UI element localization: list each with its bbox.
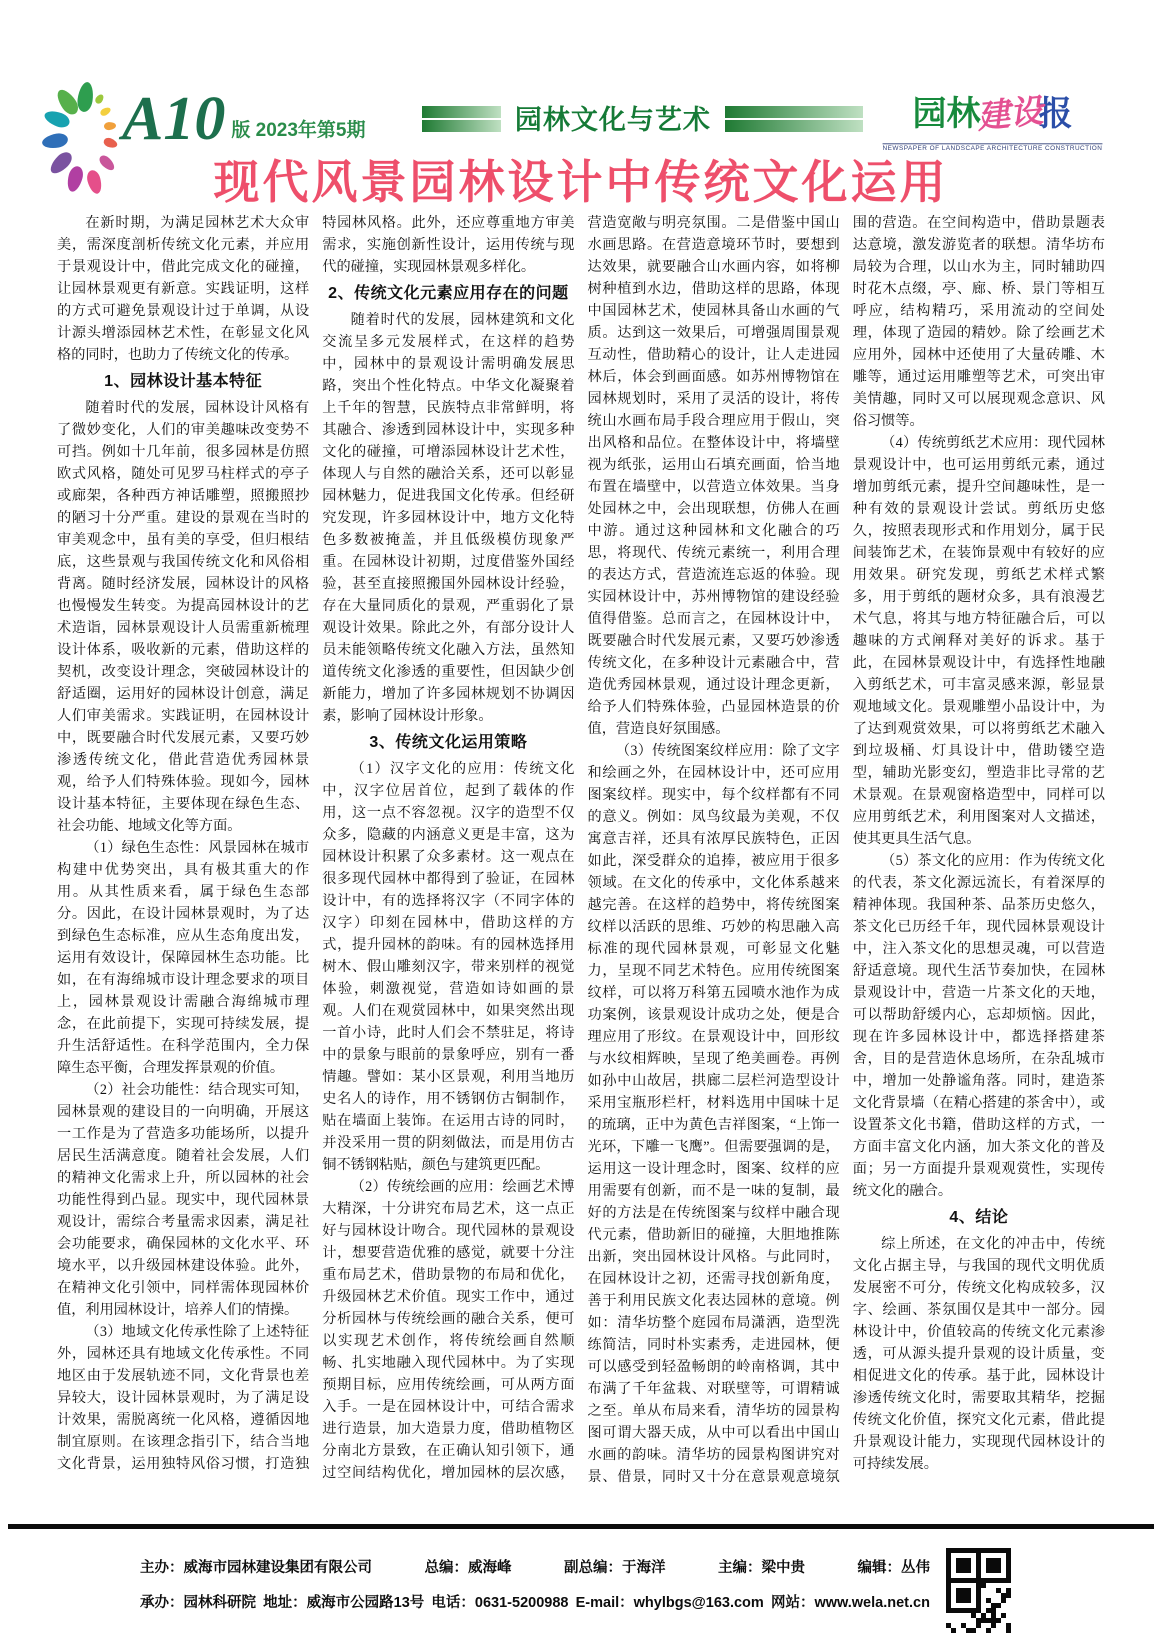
footer-row-2 bbox=[140, 1591, 930, 1612]
paper-name-part3: 报 bbox=[1038, 95, 1073, 133]
paragraph: 在新时期，为满足园林艺术大众审美，需深度剖析传统文化元素，并应用于景观设计中，借此完成文化的碰撞，让园林景观更有新意。实践证明，这样的方式可避免景观设计过于单调，从设计源头增添园林艺术性，在彰显文化风格的同时，也助力了传统文化的传承。 bbox=[57, 215, 310, 363]
footer-item: 主办：威海市园林建设集团有限公司 bbox=[140, 1560, 372, 1576]
qr-code-icon bbox=[946, 1548, 1011, 1633]
paragraph: （2）社会功能性：结合现实可知，园林景观的建设目的一向明确，开展这一工作是为了营造多功能场所，以提升居民生活满意度。随着社会发展，人们的精神文化需求上升，所以园林的社会功能性得到凸显。现实中，现代园林景观设计，需综合考量需求因素，满足社会功能要求，确保园林的文化水平、环境水平，以升级园林建设体验。此外，在精神文化引领中，同样需体现园林价值，利用园林设计，培养人们的情操。 bbox=[57, 1082, 310, 1318]
paper-name-part1: 园林 bbox=[912, 95, 981, 133]
footer-item: 承办：园林科研院 bbox=[140, 1595, 256, 1611]
footer-item: 地址：威海市公园路13号 bbox=[263, 1595, 425, 1611]
footer-item: 电话：0631-5200988 bbox=[431, 1595, 569, 1611]
paragraph: 随着时代的发展，园林设计风格有了微妙变化，人们的审美趣味改变势不可挡。例如十几年前，很多园林是仿照欧式风格，随处可见罗马柱样式的亭子或廊架，各种西方神话雕塑，照搬照抄的陋习十分严重。建设的景观在当时的审美观念中，虽有美的享受，但归根结底，这些景观与我国传统文化和风俗相背离。随时经济发展，园林设计的风格也慢慢发生转变。为提高园林设计的艺术造诣，园林景观设计人员需重新梳理设计体系，吸收新的元素，借助这样的契机，改变设计理念，突破园林设计的舒适圈，运用好的园林设计创意，满足人们审美需求。实践证明，在园林设计中，既要融合时代发展元素，又要巧妙渗透传统文化，借此营造优秀园林景观，给予人们特殊体验。现如今，园林设计基本特征，主要体现在绿色生态、社会功能、地域文化等方面。 bbox=[57, 400, 310, 834]
paragraph: （1）汉字文化的应用：传统文化中，汉字位居首位，起到了载体的作用，这一点不容忽视。汉字的造型不仅众多，隐藏的内涵意义更是丰富，这为园林设计积累了众多素材。这一观点在很多现代园林中都得到了验证，在园林设计中，有的选择将汉字（不同字体的汉字）印刻在园林中，借助这样的方式，提升园林的韵味。有的园林选择用树木、假山雕刻汉字，带来别样的视觉体验，刺激视觉，营造如诗如画的景观。人们在观赏园林中，如果突然出现一首小诗，此时人们会不禁驻足，将诗中的景象与眼前的景象呼应，别有一番情趣。譬如：某小区景观，利用当地历史名人的诗作，用不锈钢仿古铜制作，贴在墙面上装饰。在运用古诗的同时，并没采用一贯的阴刻做法，而是用仿古铜不锈钢粘贴，颜色与建筑更匹配。 bbox=[322, 761, 575, 1173]
edition-label: 版 2023年第5期 bbox=[231, 120, 366, 141]
article-body bbox=[57, 212, 1105, 1492]
paragraph: 随着时代的发展，园林建筑和文化交流呈多元发展样式，在这样的趋势中，园林中的景观设计需明确发展思路，突出个性化特点。中华文化凝聚着上千年的智慧，民族特点非常鲜明，将其融合、渗透到园林设计中，实现多种文化的碰撞，可增添园林设计艺术性，体现人与自然的融洽关系，还可以彰显园林魅力，促进我国文化传承。但经研究发现，许多园林设计中，地方文化特色多数被掩盖，并且低级模仿现象严重。在园林设计初期，过度借鉴外国经验，甚至直接照搬国外园林设计经验，存在大量同质化的景观，严重弱化了景观设计效果。除此之外，有部分设计人员未能领略传统文化融入方法，虽然知道传统文化渗透的重要性，但因缺少创新能力，增加了许多园林规划不协调因素，影响了园林设计形象。 bbox=[322, 312, 575, 724]
section-heading: 4、结论 bbox=[949, 1209, 1009, 1226]
paper-subtitle: NEWSPAPER OF LANDSCAPE ARCHITECTURE CONSTRUCTION bbox=[882, 145, 1103, 152]
paragraph: （4）传统剪纸艺术应用：现代园林景观设计中，也可运用剪纸元素，通过增加剪纸元素，提升空间趣味性，是一种有效的景观设计尝试。剪纸历史悠久，按照表现形式和作用划分，属于民间装饰艺术，在装饰景观中有较好的应用效果。研究发现，剪纸艺术样式繁多，用于剪纸的题材众多，具有浪漫艺术气息，将其与地方特征融合后，可以趣味的方式阐释对美好的诉求。基于此，在园林景观设计中，有选择性地融入剪纸艺术，可丰富灵感来源，彰显景观地域文化。景观雕塑小品设计中，为了达到观赏效果，可以将剪纸艺术融入到垃圾桶、灯具设计中，借助镂空造型，辅助光影变幻，塑造非比寻常的艺术景观。在景观窗格造型中，同样可以应用剪纸艺术，利用图案对人文描述，使其更具生活气息。 bbox=[852, 435, 1105, 847]
footer-infobox bbox=[140, 1556, 930, 1626]
green-bar-left bbox=[422, 106, 501, 132]
footer-row-1 bbox=[140, 1556, 930, 1577]
paragraph: （3）传统图案纹样应用：除了文字和绘画之外，在园林设计中，还可应用图案纹样。现实中，每个纹样都有不同的意义。例如：凤鸟纹最为美观，不仅寓意吉祥，还具有浓厚民族特色，正因如此，深受群众的追捧，被应用于很多领域。在文化的传承中，文化体系越来越完善。在这样的趋势中，将传统图案纹样以活跃的思维、巧妙的构思融入高标准的现代园林景观，可彰显文化魅力，呈现不同艺术特色。应用传统图案纹样，可以将万科第五园喷水池作为成功案例，该景观设计成功之处，便是合理应用了形纹。在景观设计中，回形纹与水纹相辉映，呈现了绝美画卷。再例如孙中山故居，拱廊二层栏河造型设计采用宝瓶形栏杆，材料选用中国味十足的琉璃，正中为黄色吉祥图案，“上饰一光环，下雕一飞鹰”。但需要强调的是，运用这一设计理念时，图案、纹样的应用需要有创新，而不是一味的复制，最好的方法是在传统图案与纹样中融合现代元素，借助新旧的碰撞，大胆地推陈出新，突出园林设计风格。与此同时，在园林设计之初，还需寻找创新角度，善于利用民族文化表达园林的意境。例如：清华坊整个庭园布局潇洒，造型洗练简洁，同时朴实素秀，走进园林，便可以感受到轻盈畅朗的岭南格调，其中布满了千年盆栽、对联壁等，可谓精诚之至。单从布局来看，清华坊的园景构图可谓大器天成，从中可以看出中国山水画的韵味。清华坊的园景构图讲究对景、借景，同时又十分在意景观意境氛围的营造。在空间构造中，借助景题表达意境，激发游览者的联想。清华坊布局较为合理，以山水为主，同时辅助四时花木点缀，亭、廊、桥、景门等相互呼应，结构精巧，采用流动的空间处理，体现了造园的精妙。除了绘画艺术应用外，园林中还使用了大量砖雕、木雕等，通过运用雕塑等艺术，可突出审美情趣，同时又可以展现观念意识、风俗习惯等。 bbox=[587, 215, 1105, 1485]
paragraph: 综上所述，在文化的冲击中，传统文化占据主导，与我国的现代文明优质发展密不可分，传统文化构成较多，汉字、绘画、茶氛围仅是其中一部分。园林设计中，价值较高的传统文化元素渗透，可从源头提升景观的设计质量，变相促进文化的传承。基于此，园林设计渗透传统文化时，需要取其精华，挖掘传统文化价值，探究文化元素，借此提升景观设计能力，实现现代园林设计的可持续发展。 bbox=[852, 1236, 1105, 1472]
paper-logo bbox=[873, 80, 1112, 152]
paragraph: （1）绿色生态性：风景园林在城市构建中优势突出，具有极其重大的作用。从其性质来看，属于绿色生态部分。因此，在设计园林景观时，为了达到绿色生态标准，应从生态角度出发，运用有效设计，保障园林生态功能。比如，在有海绵城市设计理念要求的项目上，园林景观设计需融合海绵城市理念，在此前提下，实现可持续发展，提升生活舒适性。在科学范围内，全力保障生态平衡，合理发挥景观的价值。 bbox=[57, 840, 310, 1076]
paragraph: （5）茶文化的应用：作为传统文化的代表，茶文化源远流长，有着深厚的精神体现。我国种茶、品茶历史悠久，茶文化已历经千年，现代园林景观设计中，注入茶文化的思想灵魂，可以营造舒适意境。现代生活节奏加快，在园林景观设计中，营造一片茶文化的天地，可以帮助舒缓内心，忘却烦恼。因此，现在许多园林设计中，都选择搭建茶舍，目的是营造休息场所，在杂乱城市中，增加一处静谧角落。同时，建造茶文化背景墙（在精心搭建的茶舍中），或设置茶文化书籍，借助这样的方式，一方面丰富文化内涵，加大茶文化的普及面；另一方面提升景观观赏性，实现传统文化的融合。 bbox=[852, 853, 1105, 1199]
article-headline: 现代风景园林设计中传统文化运用 bbox=[213, 156, 949, 208]
section-heading: 2、传统文化元素应用存在的问题 bbox=[328, 285, 569, 302]
section-title: 园林文化与艺术 bbox=[514, 105, 711, 135]
section-heading: 1、园林设计基本特征 bbox=[104, 373, 263, 390]
paper-name-part2: 建设 bbox=[974, 93, 1045, 137]
green-bar-right bbox=[725, 106, 863, 132]
paragraph: （3）地域文化传承性除了上述特征外，园林还具有地域文化传承性。不同地区由于发展轨迹不同，文化背景也差异较大，设计园林景观时，为了满足设计效果，需脱离统一化风格，遵循因地制宜原则。在该理念指引下，结合当地文化背景，运用独特风俗习惯，打造独特园林风格。此外，还应尊重地方审美需求，实施创新性设计，运用传统与现代的碰撞，实现园林景观多样化。 bbox=[57, 215, 575, 1472]
page-number-block bbox=[122, 80, 422, 153]
footer-item: 编辑：丛伟 bbox=[857, 1560, 930, 1576]
footer-item: 总编：威海峰 bbox=[424, 1560, 512, 1576]
footer-item: E-mail：whylbgs@163.com bbox=[575, 1595, 764, 1611]
paragraph: （2）传统绘画的应用：绘画艺术博大精深，十分讲究布局艺术，这一点正好与园林设计吻合。现代园林的景观设计，想要营造优雅的感觉，就要十分注重布局艺术，借助景物的布局和优化，升级园林艺术价值。现实工作中，通过分析园林与传统绘画的融合关系，便可以实现艺术创作，将传统绘画自然顺畅、扎实地融入现代园林中。为了实现预期目标，应用传统绘画，可从两方面入手。一是在园林设计中，可结合需求进行造景，加大造景力度，借助植物区分南北方景致，在正确认知引领下，通过空间结构优化，增加园林的层次感，营造宽敞与明亮氛围。二是借鉴中国山水画思路。在营造意境环节时，要想到达效果，就要融合山水画内容，如将柳树种植到水边，借助这样的思路，体现中国园林艺术，使园林具备山水画的气质。达到这一效果后，可增强周围景观互动性，借助精心的设计，让人走进园林后，体会到画面感。如苏州博物馆在园林规划时，采用了灵活的设计，将传统山水画布局手段合理应用于假山，突出风格和品位。在整体设计中，将墙壁视为纸张，运用山石填充画面，恰当地布置在墙壁中，以营造立体效果。当身处园林之中，会出现联想，仿佛人在画中游。通过这种园林和文化融合的巧思，将现代、传统元素统一，利用合理的表达方式，营造流连忘返的体验。现实园林设计中，苏州博物馆的建设经验值得借鉴。总而言之，在园林设计中，既要融合时代发展元素，又要巧妙渗透传统文化，在多种设计元素融合中，营造优秀园林景观，通过设计理念更新，给予人们特殊体验，凸显园林造景的价值，营造良好氛围感。 bbox=[322, 215, 840, 1481]
section-heading: 3、传统文化运用策略 bbox=[369, 734, 528, 751]
footer-item: 网站：www.wela.net.cn bbox=[770, 1595, 930, 1611]
page-number: A10 bbox=[122, 85, 226, 153]
footer-item: 主编：梁中贵 bbox=[718, 1560, 805, 1576]
footer-divider bbox=[8, 1524, 1154, 1529]
footer-item: 副总编：于海洋 bbox=[564, 1560, 666, 1576]
